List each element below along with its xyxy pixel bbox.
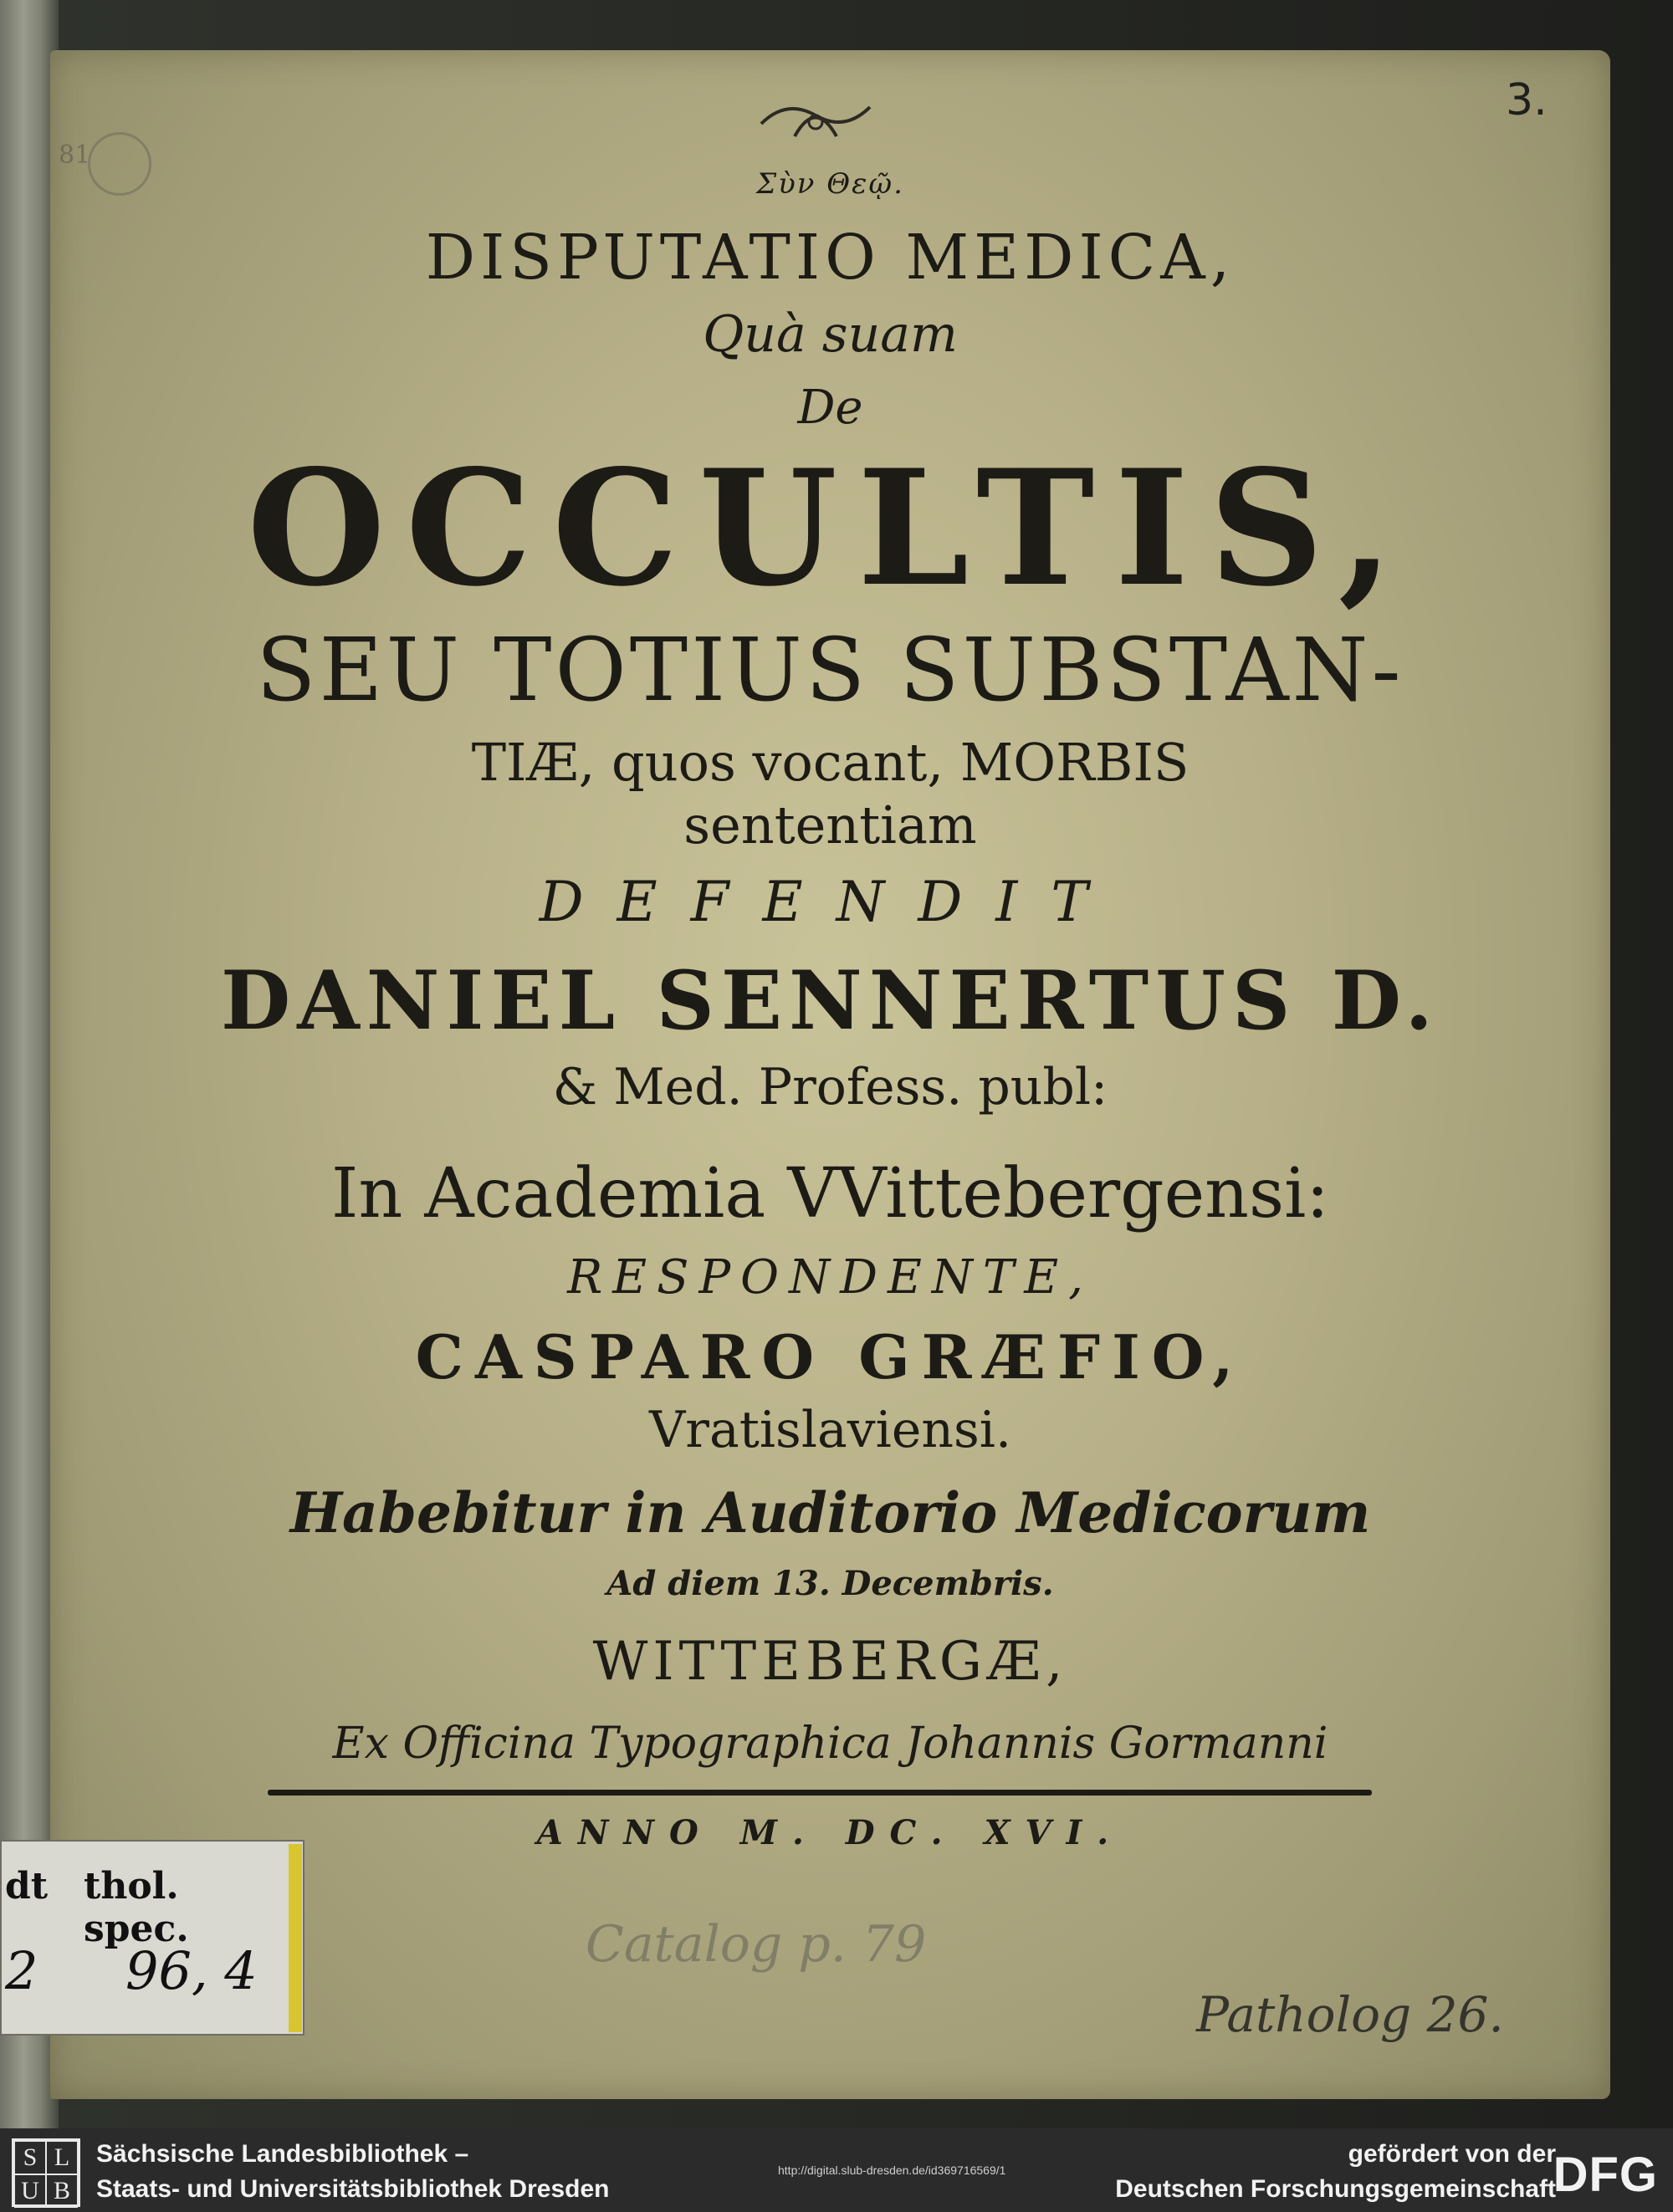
imprint-year: ANNO M. DC. XVI. [536, 1813, 1124, 1852]
library-name-line2: Staats- und Universitätsbibliothek Dresden [96, 2175, 610, 2203]
academy: In Academia VVittebergensi: [331, 1154, 1329, 1234]
respondent-origin: Vratislaviensi. [648, 1401, 1012, 1459]
author-name: DANIEL SENNERTUS D. [221, 953, 1440, 1048]
title-defendit: DEFENDIT [539, 870, 1122, 934]
funding-line2: Deutschen Forschungsgemeinschaft [1115, 2175, 1556, 2203]
slub-logo-letter: S [14, 2141, 46, 2174]
slub-logo-letter: L [46, 2141, 78, 2174]
inventory-number: 81 [59, 140, 91, 170]
viewer-footer [0, 2128, 1673, 2212]
label-yellow-band [289, 1844, 302, 2032]
slub-logo-icon[interactable] [12, 2138, 80, 2207]
library-name-line1: Sächsische Landesbibliothek – [96, 2140, 469, 2168]
shelfmark-left-top: dt [5, 1865, 49, 1908]
title-tiae-morbis: TIÆ, quos vocant, MORBIS [471, 732, 1190, 793]
shelfmark-bottom: 96, 4 [125, 1940, 258, 2001]
title-sententiam: sententiam [683, 794, 977, 856]
imprint-place: WITTEBERGÆ, [592, 1631, 1068, 1693]
shelfmark-left-bottom: 2 [5, 1940, 38, 2001]
handwritten-catalog-note: Catalog p. 79 [586, 1915, 927, 1974]
respondent-name: CASPARO GRÆFIO, [415, 1321, 1246, 1392]
handwritten-pathol-note: Patholog 26. [1196, 1986, 1504, 2043]
invocation: Σὺν Θεῷ. [756, 167, 904, 201]
slub-logo-letter: B [46, 2174, 78, 2208]
title-occultis: OCCULTIS, [247, 435, 1414, 621]
author-title: & Med. Profess. publ: [552, 1058, 1108, 1116]
imprint-printer: Ex Officina Typographica Johannis Gormanni [332, 1719, 1328, 1769]
funding-line1: gefördert von der [1348, 2140, 1556, 2168]
dfg-logo-icon[interactable]: DFG [1553, 2148, 1658, 2202]
title-qua-suam: Quà suam [703, 305, 958, 364]
venue: Habebitur in Auditorio Medicorum [289, 1480, 1371, 1545]
imprint-rule [268, 1790, 1372, 1796]
date-line: Ad diem 13. Decembris. [606, 1564, 1054, 1603]
respondente-heading: RESPONDENTE, [567, 1250, 1093, 1305]
title-seu-totius: SEU TOTIUS SUBSTAN- [256, 619, 1404, 721]
title-disputatio: DISPUTATIO MEDICA, [425, 222, 1236, 294]
page-number: 3. [1506, 75, 1548, 125]
permalink[interactable]: http://digital.slub-dresden.de/id369716569/1 [778, 2163, 1006, 2177]
crest-flourish-icon [753, 90, 878, 149]
title-de: De [797, 381, 863, 435]
slub-logo-letter: U [14, 2174, 46, 2208]
shelfmark-top: thol. spec. [84, 1865, 189, 1950]
